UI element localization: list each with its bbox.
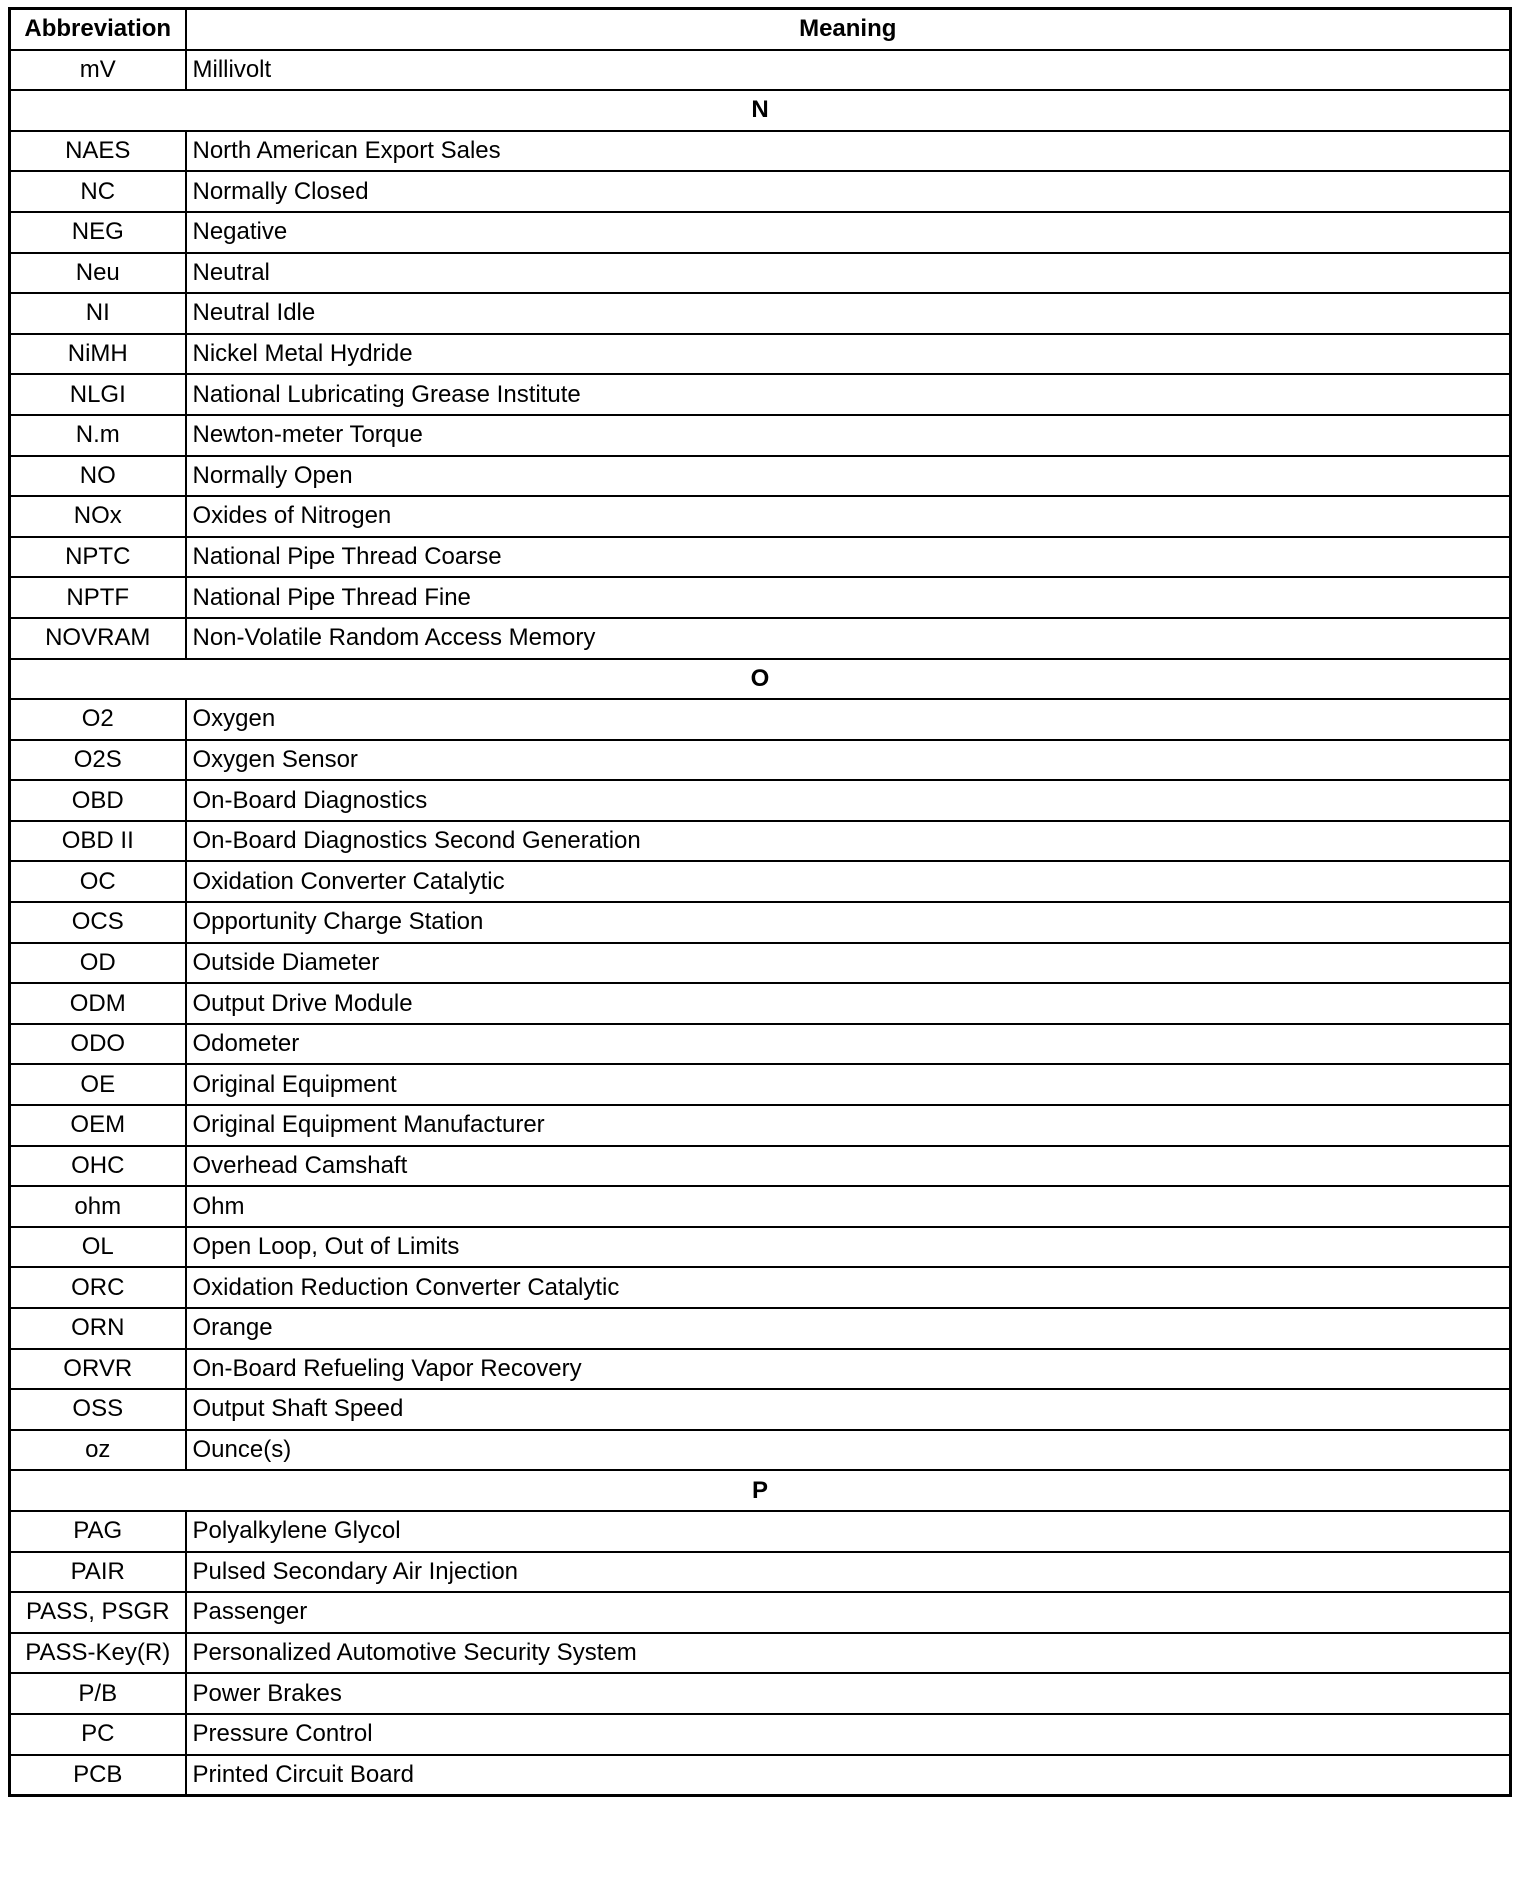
abbreviation-cell: PCB (10, 1755, 186, 1796)
table-row (10, 577, 1511, 618)
table-row (10, 1592, 1511, 1633)
abbreviation-cell: ODM (10, 983, 186, 1024)
section-header-row (10, 659, 1511, 700)
meaning-cell: Original Equipment Manufacturer (186, 1105, 1511, 1146)
abbreviation-table (8, 7, 1512, 1797)
meaning-cell: Neutral Idle (186, 293, 1511, 334)
table-row (10, 943, 1511, 984)
table-row (10, 740, 1511, 781)
meaning-cell: Normally Closed (186, 171, 1511, 212)
abbreviation-cell: NC (10, 171, 186, 212)
abbreviation-cell: ODO (10, 1024, 186, 1065)
table-row (10, 131, 1511, 172)
abbreviation-cell: PAG (10, 1511, 186, 1552)
table-row (10, 699, 1511, 740)
meaning-cell: Orange (186, 1308, 1511, 1349)
table-row (10, 1308, 1511, 1349)
meaning-cell: Neutral (186, 253, 1511, 294)
table-row (10, 1511, 1511, 1552)
abbreviation-cell: ORN (10, 1308, 186, 1349)
section-header-row (10, 90, 1511, 131)
meaning-cell: Output Shaft Speed (186, 1389, 1511, 1430)
table-row (10, 374, 1511, 415)
table-row (10, 618, 1511, 659)
meaning-cell: Passenger (186, 1592, 1511, 1633)
meaning-cell: Negative (186, 212, 1511, 253)
abbreviation-cell: PASS, PSGR (10, 1592, 186, 1633)
table-row (10, 496, 1511, 537)
table-row (10, 1024, 1511, 1065)
abbreviation-cell: NO (10, 456, 186, 497)
abbreviation-cell: OHC (10, 1146, 186, 1187)
abbreviation-cell: ORVR (10, 1349, 186, 1390)
meaning-cell: Non-Volatile Random Access Memory (186, 618, 1511, 659)
meaning-cell: Newton-meter Torque (186, 415, 1511, 456)
abbreviation-cell: OC (10, 861, 186, 902)
column-header-abbreviation: Abbreviation (10, 9, 186, 50)
table-row (10, 1227, 1511, 1268)
meaning-cell: Overhead Camshaft (186, 1146, 1511, 1187)
abbreviation-cell: OCS (10, 902, 186, 943)
abbreviation-cell: OEM (10, 1105, 186, 1146)
table-row (10, 1673, 1511, 1714)
meaning-cell: Open Loop, Out of Limits (186, 1227, 1511, 1268)
table-row (10, 1267, 1511, 1308)
section-letter: O (10, 659, 1511, 700)
section-header-row (10, 1470, 1511, 1511)
meaning-cell: Pressure Control (186, 1714, 1511, 1755)
table-row (10, 334, 1511, 375)
table-row (10, 1064, 1511, 1105)
table-body (10, 50, 1511, 1796)
meaning-cell: Opportunity Charge Station (186, 902, 1511, 943)
table-row (10, 1389, 1511, 1430)
meaning-cell: Nickel Metal Hydride (186, 334, 1511, 375)
table-row (10, 780, 1511, 821)
table-row (10, 50, 1511, 91)
abbreviation-cell: O2 (10, 699, 186, 740)
abbreviation-cell: Neu (10, 253, 186, 294)
table-row (10, 1349, 1511, 1390)
table-row (10, 902, 1511, 943)
abbreviation-cell: PC (10, 1714, 186, 1755)
table-row (10, 293, 1511, 334)
meaning-cell: Pulsed Secondary Air Injection (186, 1552, 1511, 1593)
table-row (10, 537, 1511, 578)
meaning-cell: North American Export Sales (186, 131, 1511, 172)
column-header-meaning: Meaning (186, 9, 1511, 50)
abbreviation-cell: NOx (10, 496, 186, 537)
meaning-cell: Millivolt (186, 50, 1511, 91)
meaning-cell: National Lubricating Grease Institute (186, 374, 1511, 415)
abbreviation-cell: NI (10, 293, 186, 334)
abbreviation-cell: NLGI (10, 374, 186, 415)
abbreviation-cell: oz (10, 1430, 186, 1471)
abbreviation-cell: N.m (10, 415, 186, 456)
abbreviation-cell: NPTF (10, 577, 186, 618)
table-row (10, 456, 1511, 497)
meaning-cell: Outside Diameter (186, 943, 1511, 984)
abbreviation-cell: OSS (10, 1389, 186, 1430)
table-row (10, 1186, 1511, 1227)
meaning-cell: Oxides of Nitrogen (186, 496, 1511, 537)
table-row (10, 983, 1511, 1024)
abbreviation-cell: PAIR (10, 1552, 186, 1593)
abbreviation-cell: mV (10, 50, 186, 91)
meaning-cell: Ohm (186, 1186, 1511, 1227)
table-row (10, 171, 1511, 212)
abbreviation-cell: NPTC (10, 537, 186, 578)
table-row (10, 1430, 1511, 1471)
meaning-cell: Power Brakes (186, 1673, 1511, 1714)
meaning-cell: On-Board Refueling Vapor Recovery (186, 1349, 1511, 1390)
meaning-cell: On-Board Diagnostics Second Generation (186, 821, 1511, 862)
meaning-cell: Odometer (186, 1024, 1511, 1065)
abbreviation-cell: OL (10, 1227, 186, 1268)
table-row (10, 1714, 1511, 1755)
meaning-cell: Oxidation Converter Catalytic (186, 861, 1511, 902)
meaning-cell: Output Drive Module (186, 983, 1511, 1024)
table-row (10, 1105, 1511, 1146)
meaning-cell: Oxygen (186, 699, 1511, 740)
table-row (10, 253, 1511, 294)
meaning-cell: Normally Open (186, 456, 1511, 497)
abbreviation-cell: NOVRAM (10, 618, 186, 659)
abbreviation-cell: PASS-Key(R) (10, 1633, 186, 1674)
table-row (10, 1755, 1511, 1796)
table-row (10, 1633, 1511, 1674)
table-row (10, 415, 1511, 456)
meaning-cell: Oxygen Sensor (186, 740, 1511, 781)
meaning-cell: National Pipe Thread Coarse (186, 537, 1511, 578)
abbreviation-cell: OBD (10, 780, 186, 821)
abbreviation-cell: ohm (10, 1186, 186, 1227)
table-row (10, 1552, 1511, 1593)
meaning-cell: Polyalkylene Glycol (186, 1511, 1511, 1552)
meaning-cell: Personalized Automotive Security System (186, 1633, 1511, 1674)
table-row (10, 212, 1511, 253)
abbreviation-cell: OBD II (10, 821, 186, 862)
meaning-cell: Ounce(s) (186, 1430, 1511, 1471)
table-row (10, 1146, 1511, 1187)
meaning-cell: On-Board Diagnostics (186, 780, 1511, 821)
abbreviation-cell: OD (10, 943, 186, 984)
meaning-cell: Oxidation Reduction Converter Catalytic (186, 1267, 1511, 1308)
table-row (10, 821, 1511, 862)
abbreviation-cell: ORC (10, 1267, 186, 1308)
section-letter: N (10, 90, 1511, 131)
meaning-cell: Original Equipment (186, 1064, 1511, 1105)
abbreviation-cell: NiMH (10, 334, 186, 375)
table-header-row (10, 9, 1511, 50)
meaning-cell: Printed Circuit Board (186, 1755, 1511, 1796)
meaning-cell: National Pipe Thread Fine (186, 577, 1511, 618)
abbreviation-cell: P/B (10, 1673, 186, 1714)
table-row (10, 861, 1511, 902)
abbreviation-cell: NEG (10, 212, 186, 253)
abbreviation-cell: OE (10, 1064, 186, 1105)
section-letter: P (10, 1470, 1511, 1511)
abbreviation-cell: NAES (10, 131, 186, 172)
abbreviation-cell: O2S (10, 740, 186, 781)
